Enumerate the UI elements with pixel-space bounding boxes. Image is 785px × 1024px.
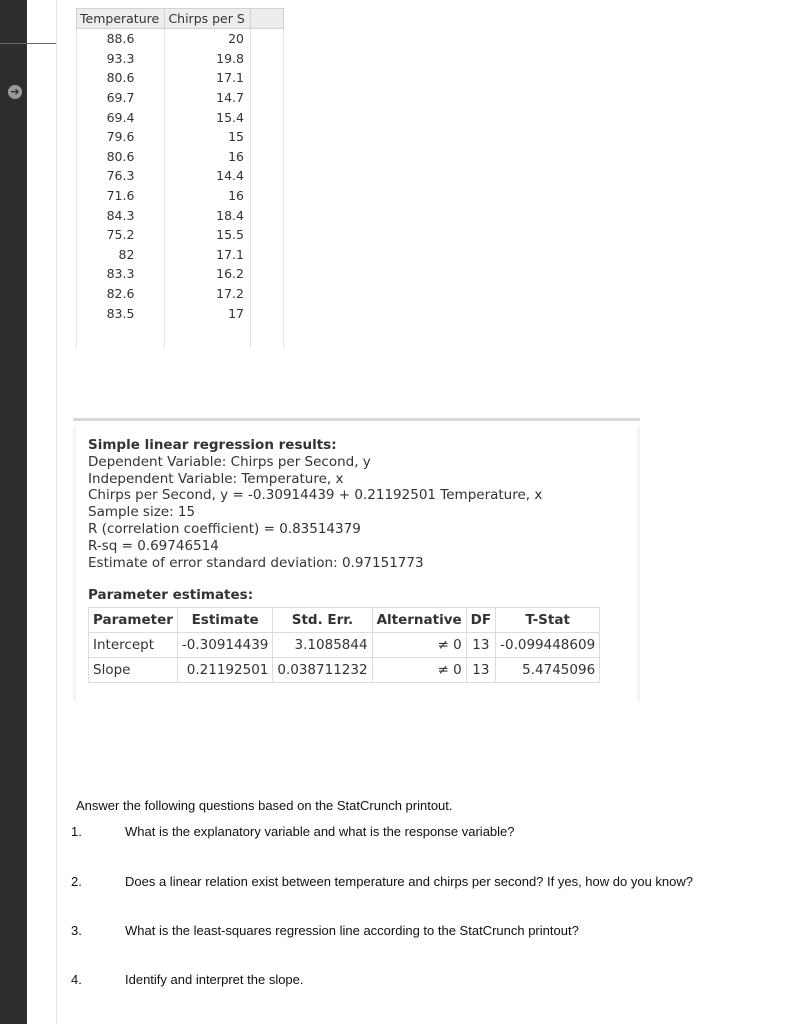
temperature-cell[interactable]: 71.6 xyxy=(77,186,165,206)
empty-cell[interactable] xyxy=(251,166,284,186)
empty-cell[interactable] xyxy=(251,205,284,225)
estimate-cell: -0.30914439 xyxy=(177,633,272,658)
left-sidebar xyxy=(0,0,27,1024)
chirps-cell[interactable]: 15 xyxy=(165,127,251,147)
df-cell: 13 xyxy=(466,658,495,683)
page-edge xyxy=(56,0,57,1024)
empty-cell[interactable] xyxy=(251,88,284,108)
question-text: Does a linear relation exist between temperature and chirps per second? If yes, how do you know? xyxy=(125,874,693,889)
param-cell: Slope xyxy=(89,658,178,683)
empty-cell[interactable] xyxy=(251,264,284,284)
empty-cell[interactable] xyxy=(251,29,284,49)
empty-cell[interactable] xyxy=(251,284,284,304)
table-row xyxy=(77,205,284,225)
temperature-cell[interactable]: 80.6 xyxy=(77,147,165,167)
table-row xyxy=(77,88,284,108)
temperature-cell[interactable]: 69.4 xyxy=(77,107,165,127)
empty-cell[interactable] xyxy=(165,323,251,347)
temperature-cell[interactable]: 83.3 xyxy=(77,264,165,284)
estimate-cell: 0.21192501 xyxy=(177,658,272,683)
table-row xyxy=(77,303,284,323)
temperature-cell[interactable]: 76.3 xyxy=(77,166,165,186)
empty-cell[interactable] xyxy=(251,49,284,69)
table-row xyxy=(77,225,284,245)
temperature-cell[interactable]: 82 xyxy=(77,245,165,265)
estimate-header: Estimate xyxy=(177,608,272,633)
correlation-coefficient: R (correlation coefficient) = 0.83514379 xyxy=(88,520,361,537)
empty-cell[interactable] xyxy=(251,225,284,245)
std-err-cell: 3.1085844 xyxy=(273,633,372,658)
regression-results-panel xyxy=(73,426,640,701)
empty-cell[interactable] xyxy=(77,323,165,347)
param-estimates-table xyxy=(88,607,600,683)
sample-size: Sample size: 15 xyxy=(88,504,196,521)
table-row xyxy=(77,29,284,49)
table-row xyxy=(77,186,284,206)
std-err-cell: 0.038711232 xyxy=(273,658,372,683)
table-row xyxy=(77,323,284,347)
chirps-cell[interactable]: 18.4 xyxy=(165,205,251,225)
table-row xyxy=(77,284,284,304)
table-row xyxy=(77,245,284,265)
results-title: Simple linear regression results: xyxy=(88,437,337,453)
df-cell: 13 xyxy=(466,633,495,658)
table-row xyxy=(89,633,600,658)
data-sheet xyxy=(76,8,284,347)
question-number: 2. xyxy=(71,874,82,889)
table-row xyxy=(77,107,284,127)
tstat-cell: 5.4745096 xyxy=(496,658,600,683)
chirps-cell[interactable]: 15.5 xyxy=(165,225,251,245)
chirps-cell[interactable]: 20 xyxy=(165,29,251,49)
chirps-cell[interactable]: 15.4 xyxy=(165,107,251,127)
table-row xyxy=(77,49,284,69)
empty-cell[interactable] xyxy=(251,323,284,347)
empty-cell[interactable] xyxy=(251,68,284,88)
independent-variable: Independent Variable: Temperature, x xyxy=(88,470,344,487)
df-header: DF xyxy=(466,608,495,633)
column-header-empty[interactable] xyxy=(251,9,284,29)
std-err-header: Std. Err. xyxy=(273,608,372,633)
table-row xyxy=(77,147,284,167)
temperature-cell[interactable]: 82.6 xyxy=(77,284,165,304)
chirps-cell[interactable]: 14.4 xyxy=(165,166,251,186)
param-cell: Intercept xyxy=(89,633,178,658)
chirps-cell[interactable]: 17 xyxy=(165,303,251,323)
empty-cell[interactable] xyxy=(251,186,284,206)
table-row xyxy=(89,658,600,683)
chirps-cell[interactable]: 16 xyxy=(165,147,251,167)
question-text: What is the least-squares regression line according to the StatCrunch printout? xyxy=(125,923,579,938)
table-row xyxy=(77,127,284,147)
question-number: 3. xyxy=(71,923,82,938)
chirps-cell[interactable]: 14.7 xyxy=(165,88,251,108)
question-text: Identify and interpret the slope. xyxy=(125,972,304,987)
alternative-header: Alternative xyxy=(372,608,466,633)
alternative-cell: ≠ 0 xyxy=(372,658,466,683)
dependent-variable: Dependent Variable: Chirps per Second, y xyxy=(88,453,371,470)
temperature-cell[interactable]: 84.3 xyxy=(77,205,165,225)
temperature-cell[interactable]: 88.6 xyxy=(77,29,165,49)
chirps-cell[interactable]: 17.1 xyxy=(165,68,251,88)
error-std-dev: Estimate of error standard deviation: 0.97151773 xyxy=(88,554,424,571)
chirps-cell[interactable]: 19.8 xyxy=(165,49,251,69)
question-text: What is the explanatory variable and what is the response variable? xyxy=(125,824,515,839)
r-squared: R-sq = 0.69746514 xyxy=(88,537,219,554)
empty-cell[interactable] xyxy=(251,127,284,147)
param-header: Parameter xyxy=(89,608,178,633)
empty-cell[interactable] xyxy=(251,245,284,265)
table-row xyxy=(77,68,284,88)
temperature-cell[interactable]: 93.3 xyxy=(77,49,165,69)
column-header-chirps[interactable]: Chirps per S xyxy=(165,9,251,29)
temperature-cell[interactable]: 75.2 xyxy=(77,225,165,245)
question-number: 1. xyxy=(71,824,82,839)
temperature-cell[interactable]: 83.5 xyxy=(77,303,165,323)
chirps-cell[interactable]: 17.2 xyxy=(165,284,251,304)
temperature-cell[interactable]: 79.6 xyxy=(77,127,165,147)
column-header-temperature[interactable]: Temperature xyxy=(77,9,165,29)
question-number: 4. xyxy=(71,972,82,987)
table-row xyxy=(77,166,284,186)
sidebar-divider xyxy=(0,43,57,44)
chirps-cell[interactable]: 16.2 xyxy=(165,264,251,284)
empty-cell[interactable] xyxy=(251,147,284,167)
temperature-cell[interactable]: 80.6 xyxy=(77,68,165,88)
temperature-cell[interactable]: 69.7 xyxy=(77,88,165,108)
questions-intro: Answer the following questions based on the StatCrunch printout. xyxy=(76,798,453,813)
arrow-right-circle-icon[interactable]: ➔ xyxy=(8,85,22,99)
tstat-cell: -0.099448609 xyxy=(496,633,600,658)
param-estimates-title: Parameter estimates: xyxy=(88,587,254,603)
results-divider xyxy=(73,418,640,421)
empty-cell[interactable] xyxy=(251,107,284,127)
regression-equation: Chirps per Second, y = -0.30914439 + 0.21192501 Temperature, x xyxy=(88,487,543,504)
table-row xyxy=(77,264,284,284)
empty-cell[interactable] xyxy=(251,303,284,323)
alternative-cell: ≠ 0 xyxy=(372,633,466,658)
chirps-cell[interactable]: 17.1 xyxy=(165,245,251,265)
chirps-cell[interactable]: 16 xyxy=(165,186,251,206)
tstat-header: T-Stat xyxy=(496,608,600,633)
